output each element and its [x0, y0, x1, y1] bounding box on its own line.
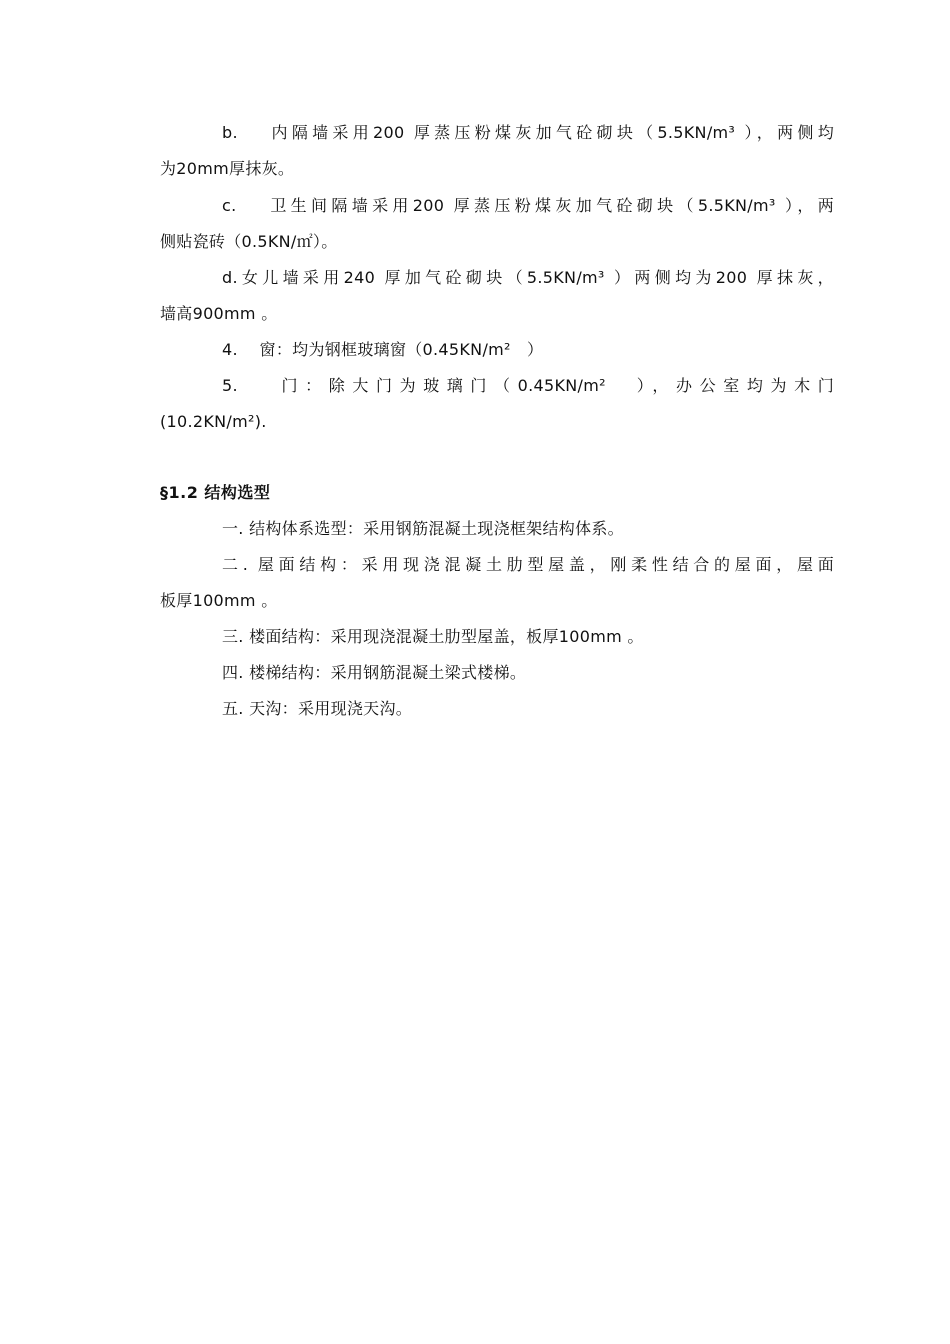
paragraph-b-line-2: 为20mm厚抹灰。	[160, 159, 295, 178]
paragraph-door-line-2: (10.2KN/m²).	[160, 412, 267, 431]
paragraph-b-line-1: b. 内隔墙采用200 厚蒸压粉煤灰加气砼砌块（5.5KN/m³ ），两侧均	[222, 123, 834, 142]
item-1: 一. 结构体系选型：采用钢筋混凝土现浇框架结构体系。	[222, 519, 624, 538]
section-heading: §1.2 结构选型	[160, 483, 271, 502]
paragraph-window: 4. 窗：均为钢框玻璃窗（0.45KN/m² ）	[222, 340, 544, 359]
paragraph-d-line-2: 墙高900mm 。	[160, 304, 278, 323]
paragraph-d-line-1: d.女儿墙采用240 厚加气砼砌块（5.5KN/m³ ）两侧均为200 厚抹灰，	[222, 268, 834, 287]
item-4: 四. 楼梯结构：采用钢筋混凝土梁式楼梯。	[222, 663, 527, 682]
paragraph-c-line-2: 侧贴瓷砖（0.5KN/㎡）。	[160, 232, 338, 251]
item-3: 三. 楼面结构：采用现浇混凝土肋型屋盖，板厚100mm 。	[222, 627, 644, 646]
item-2-line-1: 二. 屋面结构：采用现浇混凝土肋型屋盖，刚柔性结合的屋面，屋面	[222, 555, 834, 574]
item-5: 五. 天沟：采用现浇天沟。	[222, 699, 413, 718]
item-2-line-2: 板厚100mm 。	[160, 591, 278, 610]
paragraph-c-line-1: c. 卫生间隔墙采用200 厚蒸压粉煤灰加气砼砌块（5.5KN/m³ ），两	[222, 196, 834, 215]
paragraph-door-line-1: 5. 门：除大门为玻璃门（0.45KN/m² ），办公室均为木门	[222, 376, 834, 395]
